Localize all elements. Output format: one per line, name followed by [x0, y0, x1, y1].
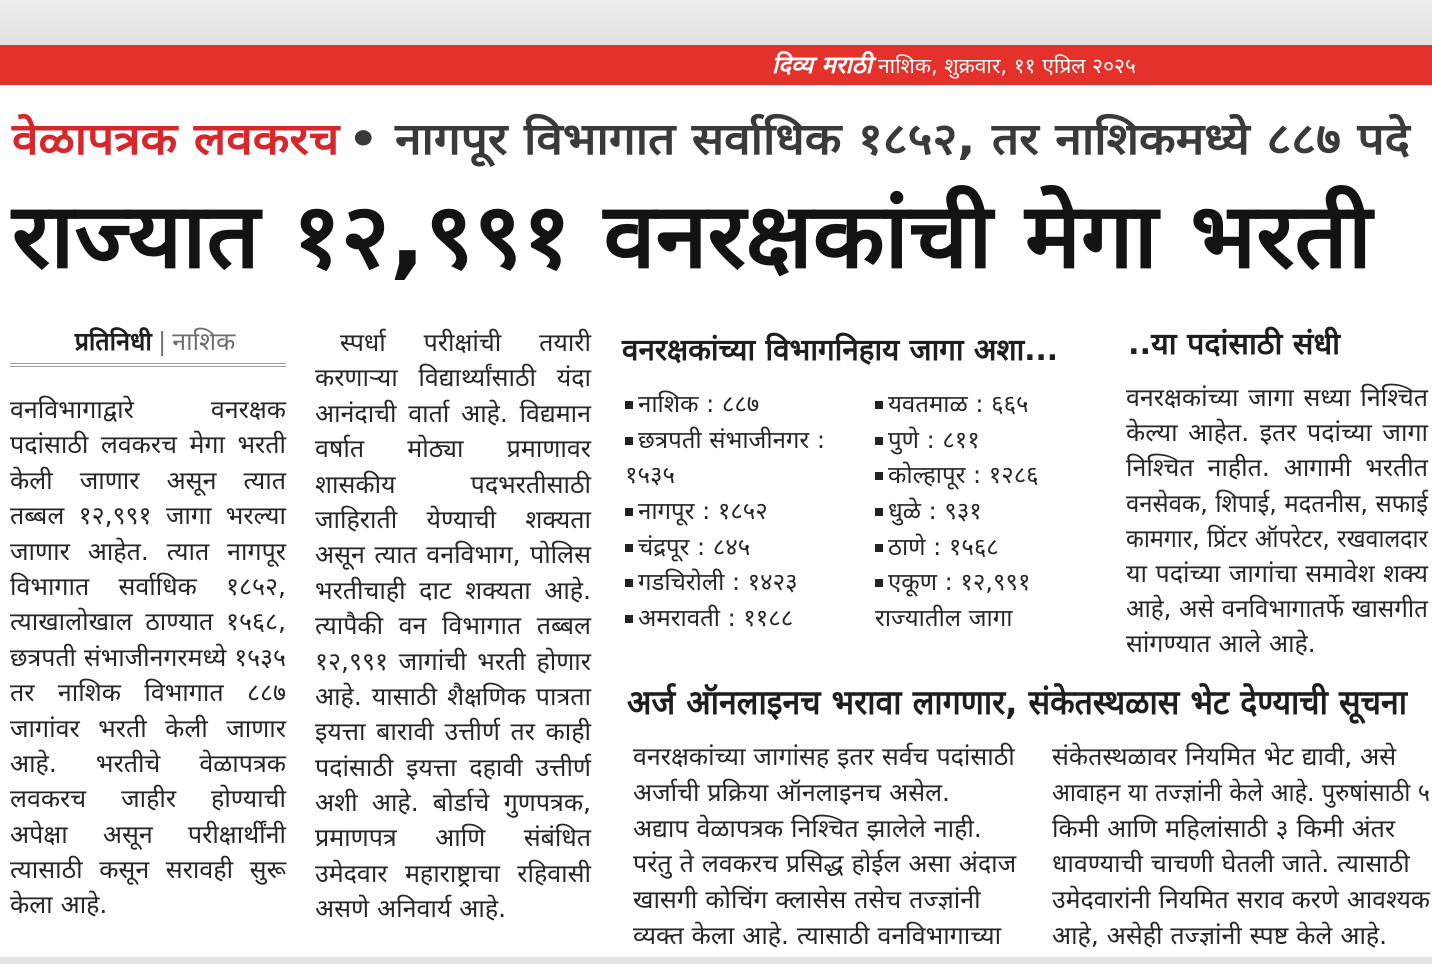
vacancy-text: छत्रपती संभाजीनगर :	[638, 425, 825, 454]
article-line: अपेक्षा असून परीक्षार्थींनी	[10, 819, 286, 849]
bullet-icon	[875, 508, 883, 516]
headline: राज्यात १२,९९१ वनरक्षकांची मेगा भरती	[12, 184, 1372, 289]
bullet-icon	[875, 437, 883, 445]
vacancy-text: कोल्हापूर : १२८६	[888, 461, 1039, 490]
online-line: खासगी कोचिंग क्लासेस तसेच तज्ज्ञांनी	[633, 885, 981, 915]
bullet-icon	[625, 579, 633, 587]
article-line: इयत्ता बारावी उत्तीर्ण तर काही	[315, 717, 591, 747]
byline-author: प्रतिनिधी	[74, 327, 152, 356]
vacancy-item-continued	[625, 458, 865, 494]
vacancy-item	[875, 387, 1060, 423]
byline-rule	[10, 363, 286, 367]
byline-separator: |	[157, 327, 167, 356]
vacancy-text: पुणे : ८११	[888, 425, 980, 454]
vacancy-item	[625, 387, 865, 423]
opportunities-line: या पदांच्या जागांचा समावेश शक्य	[1126, 558, 1428, 588]
article-line: शासकीय पदभरतीसाठी	[315, 469, 591, 499]
online-line: व्यक्त केला आहे. त्यासाठी वनविभागाच्या	[633, 920, 1002, 950]
opportunities-line: सांगण्यात आले आहे.	[1126, 629, 1316, 659]
article-line: आहे. भरतीचे वेळापत्रक	[10, 748, 286, 778]
vacancy-item	[625, 494, 865, 530]
bottom-band	[0, 957, 1432, 964]
article-column-1	[10, 392, 286, 923]
article-line: जाणार आहेत. त्यात नागपूर	[10, 536, 286, 566]
bullet-icon	[625, 437, 633, 445]
kicker-highlight: वेळापत्रक लवकरच	[12, 114, 340, 165]
article-line: असणे अनिवार्य आहे.	[315, 894, 507, 924]
article-line: पदांसाठी इयत्ता दहावी उत्तीर्ण	[315, 752, 591, 782]
kicker	[12, 110, 1432, 170]
article-line: त्यासाठी कसून सरावही सुरू	[10, 855, 286, 885]
opportunities-line: केल्या आहेत. इतर पदांच्या जागा	[1126, 418, 1428, 448]
online-line: आवाहन या तज्ज्ञांनी केले आहे. पुरुषांसाठी ५	[1052, 777, 1430, 807]
article-line: असून त्यात वनविभाग, पोलिस	[315, 540, 591, 570]
vacancy-item	[875, 423, 1060, 459]
vacancy-text: चंद्रपूर : ८४५	[638, 532, 751, 561]
article-line: छत्रपती संभाजीनगरमध्ये १५३५	[10, 642, 286, 672]
online-line: परंतु ते लवकरच प्रसिद्ध होईल असा अंदाज	[633, 849, 1017, 879]
top-band	[0, 0, 1432, 45]
article-line: जागांवर भरती केली जाणार	[10, 713, 286, 743]
online-line: वनरक्षकांच्या जागांसह इतर सर्वच पदांसाठी	[633, 742, 1015, 771]
vacancy-list-left	[625, 387, 865, 637]
masthead	[772, 45, 1212, 85]
bullet-icon	[625, 401, 633, 409]
opportunities-line: निश्चित नाहीत. आगामी भरतीत	[1126, 453, 1428, 483]
article-line: जाहिराती येण्याची शक्यता	[315, 504, 591, 534]
vacancy-item-continued	[875, 601, 1060, 637]
article-line: प्रमाणपत्र आणि संबंधित	[315, 823, 591, 853]
opportunities-line: कामगार, प्रिंटर ऑपरेटर, रखवालदार	[1126, 523, 1428, 553]
vacancy-item	[625, 565, 865, 601]
vacancy-text: गडचिरोली : १४२३	[638, 568, 798, 597]
article-line: आहे. यासाठी शैक्षणिक पात्रता	[315, 681, 591, 711]
online-line: अद्याप वेळापत्रक निश्चित झालेले नाही.	[633, 813, 982, 843]
vacancy-text: धुळे : ९३१	[888, 497, 982, 526]
vacancy-item	[625, 601, 865, 637]
vacancy-text: एकूण : १२,९९१	[888, 568, 1031, 597]
masthead-dateline: नाशिक, शुक्रवार, ११ एप्रिल २०२५	[878, 54, 1136, 78]
online-line: अर्जाची प्रक्रिया ऑनलाइनच असेल.	[633, 777, 950, 807]
article-line: त्याखालोखाल ठाण्यात १५६८,	[10, 607, 286, 637]
article-column-2	[315, 325, 591, 927]
article-line: केली जाणार असून त्यात	[10, 465, 286, 495]
bullet-icon	[875, 472, 883, 480]
article-line: त्यापैकी वन विभागात तब्बल	[315, 611, 591, 641]
bullet-icon	[875, 579, 883, 587]
article-line: उमेदवार महाराष्ट्राचा रहिवासी	[315, 858, 591, 888]
vacancy-text: १५३५	[625, 461, 675, 490]
opportunities-line: वनरक्षकांच्या जागा सध्या निश्चित	[1126, 383, 1428, 412]
article-line: आनंदाची वार्ता आहे. विद्यमान	[315, 398, 591, 428]
article-line: करणाऱ्या विद्यार्थ्यांसाठी यंदा	[315, 363, 591, 393]
article-line: भरतीचाही दाट शक्यता आहे.	[315, 575, 591, 605]
byline	[30, 324, 280, 360]
kicker-text: • नागपूर विभागात सर्वाधिक १८५२, तर नाशिकमध्ये ८८७ पदे	[347, 114, 1410, 165]
article-line: लवकरच जाहीर होण्याची	[10, 784, 286, 814]
article-line: वनविभागाद्वारे वनरक्षक	[10, 395, 286, 424]
vacancy-text: राज्यातील जागा	[875, 604, 1013, 633]
vacancy-list-right	[875, 387, 1060, 637]
article-line: पदांसाठी लवकरच मेगा भरती	[10, 430, 286, 460]
online-line: धावण्याची चाचणी घेतली जाते. त्यासाठी	[1052, 849, 1410, 879]
article-line: विभागात सर्वाधिक १८५२,	[10, 571, 286, 601]
bullet-icon	[875, 544, 883, 552]
vacancy-text: नागपूर : १८५२	[638, 497, 768, 526]
article-line: वर्षात मोठ्या प्रमाणावर	[315, 434, 591, 464]
vacancy-item	[875, 494, 1060, 530]
byline-place: नाशिक	[172, 327, 236, 356]
masthead-bar	[0, 45, 1432, 85]
vacancy-text: नाशिक : ८८७	[638, 390, 760, 418]
online-line: आहे, असेही तज्ज्ञांनी स्पष्ट केले आहे.	[1052, 920, 1388, 950]
online-line: उमेदवारांनी नियमित सराव करणे आवश्यक	[1052, 885, 1430, 915]
vacancies-title: वनरक्षकांच्या विभागनिहाय जागा अशा...	[622, 333, 1058, 368]
article-line: अशी आहे. बोर्डाचे गुणपत्रक,	[315, 788, 591, 818]
vacancy-text: ठाणे : १५६८	[888, 532, 999, 561]
article-line: स्पर्धा परीक्षांची तयारी	[340, 328, 591, 357]
vacancy-item	[625, 530, 865, 566]
article-line: तब्बल १२,९९१ जागा भरल्या	[10, 501, 286, 531]
online-title: अर्ज ऑनलाइनच भरावा लागणार, संकेतस्थळास भेट देण्याची सूचना	[627, 683, 1407, 723]
bullet-icon	[625, 508, 633, 516]
article-line: १२,९९१ जागांची भरती होणार	[315, 646, 591, 676]
bullet-icon	[625, 615, 633, 623]
bullet-icon	[625, 544, 633, 552]
vacancy-item	[875, 565, 1060, 601]
vacancy-text: यवतमाळ : ६६५	[888, 390, 1029, 418]
article-line: तर नाशिक विभागात ८८७	[10, 678, 286, 708]
opportunities-line: वनसेवक, शिपाई, मदतनीस, सफाई	[1126, 488, 1428, 518]
bullet-icon	[875, 401, 883, 409]
masthead-logo: दिव्य मराठी	[772, 51, 872, 79]
opportunities-line: आहे, असे वनविभागातर्फे खासगीत	[1126, 594, 1428, 624]
vacancy-item	[875, 458, 1060, 494]
opportunities-column	[1126, 380, 1428, 662]
online-line: किमी आणि महिलांसाठी ३ किमी अंतर	[1052, 813, 1396, 843]
article-line: केला आहे.	[10, 890, 108, 920]
vacancy-item	[875, 530, 1060, 566]
online-column-right	[1052, 739, 1430, 954]
online-line: संकेतस्थळावर नियमित भेट द्यावी, असे	[1052, 742, 1397, 771]
online-column-left	[633, 739, 1018, 954]
opportunities-title: ..या पदांसाठी संधी	[1128, 327, 1340, 362]
vacancy-text: अमरावती : ११८८	[638, 604, 794, 633]
vacancy-item	[625, 423, 865, 459]
